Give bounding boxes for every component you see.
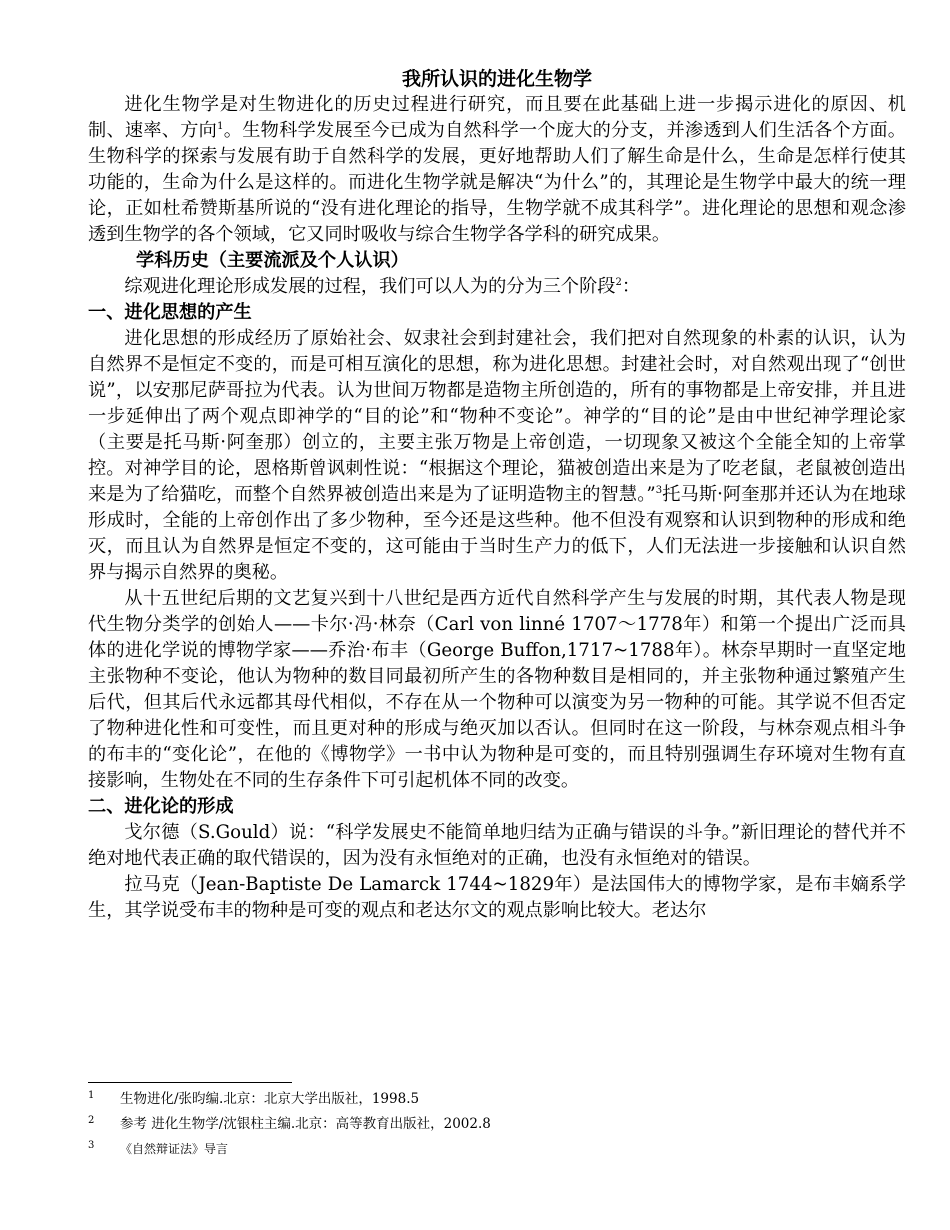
footnote-ref-3[interactable]: 3 (655, 484, 663, 496)
section2-paragraph-1: 戈尔德（S.Gould）说：“科学发展史不能简单地归结为正确与错误的斗争。”新旧理论的替代并不绝对地代表正确的取代错误的，因为没有永恒绝对的正确，也没有永恒绝对的错误。 (88, 822, 906, 869)
section1-p1-text-b: 托马斯·阿奎那并还认为在地球形成时，全能的上帝创作出了多少物种，至今还是这些种。他不但没有观察和认识到物种的形成和绝灭，而且认为自然界是恒定不变的，这可能由于当时生产力的低下，人们无法进一步接触和认识自然界与揭示自然界的奥秘。 (88, 484, 906, 583)
footnote-ref-2[interactable]: 2 (615, 276, 622, 288)
section2-heading: 二、进化论的形成 (88, 796, 234, 817)
history-intro-paragraph (88, 274, 906, 300)
section2-paragraph-2: 拉马克（Jean-Baptiste De Lamarck 1744~1829年）是法国伟大的博物学家，是布丰嫡系学生，其学说受布丰的物种是可变的观点和老达尔文的观点影响比较大。老达尔 (88, 874, 906, 921)
footnote-text: 《自然辩证法》导言 (120, 1142, 229, 1156)
history-heading: 学科历史（主要流派及个人认识） (136, 250, 409, 271)
footnote-ref-1[interactable]: 1 (217, 120, 224, 132)
section1-p1-text-a: 进化思想的形成经历了原始社会、奴隶社会到封建社会，我们把对自然现象的朴素的认识，认为自然界不是恒定不变的，而是可相互演化的思想，称为进化思想。封建社会时，对自然观出现了“创世说”，以安那尼萨哥拉为代表。认为世间万物都是造物主所创造的，所有的事物都是上帝安排，并且进一步延伸出了两个观点即神学的“目的论”和“物种不变论”。神学的“目的论”是由中世纪神学理论家（主要是托马斯·阿奎那）创立的，主要主张万物是上帝创造，一切现象又被这个全能全知的上帝掌控。对神学目的论，恩格斯曾讽刺性说：“根据这个理论，猫被创造出来是为了吃老鼠，老鼠被创造出来是为了给猫吃，而整个自然界被创造出来是为了证明造物主的智慧。” (88, 328, 906, 505)
history-intro-text: 综观进化理论形成发展的过程，我们可以人为的分为三个阶段 (124, 276, 616, 297)
section1-heading: 一、进化思想的产生 (88, 302, 252, 323)
footnote-text: 生物进化/张昀编.北京：北京大学出版社，1998.5 (120, 1091, 420, 1107)
document-title: 我所认识的进化生物学 (401, 68, 592, 90)
history-intro-tail: ： (621, 276, 641, 297)
intro-text-a: 进化生物学是对生物进化的历史过程进行研究，而且要在此基础上进一步揭示进化的原因、机制、速率、方向 (88, 94, 906, 141)
footnote-number: 3 (88, 1140, 95, 1151)
intro-paragraph (88, 92, 906, 248)
footnotes (88, 1082, 906, 1164)
footnote-number: 1 (88, 1090, 95, 1101)
footnote-2 (88, 1114, 906, 1134)
footnote-1 (88, 1089, 906, 1109)
footnote-separator (88, 1082, 292, 1083)
footnote-3 (88, 1139, 906, 1159)
section1-paragraph-1 (88, 326, 906, 586)
section1-paragraph-2: 从十五世纪后期的文艺复兴到十八世纪是西方近代自然科学产生与发展的时期，其代表人物是现代生物分类学的创始人——卡尔·冯·林奈（Carl von linné 1707～1778年）和第一个提出广泛而具体的进化学说的博物学家——乔治·布丰（George Buffon,1717~1788年）。林奈早期时一直坚定地主张物种不变论，他认为物种的数目同最初所产生的各物种数目是相同的，并主张物种通过繁殖产生后代，但其后代永远都其母代相似，不存在从一个物种可以演变为另一物种的可能。其学说不但否定了物种进化性和可变性，而且更对种的形成与绝灭加以否认。但同时在这一阶段，与林奈观点相斗争的布丰的“变化论”，在他的《博物学》一书中认为物种是可变的，而且特别强调生存环境对生物有直接影响，生物处在不同的生存条件下可引起机体不同的改变。 (88, 588, 906, 791)
document-page (88, 66, 906, 924)
footnote-text: 参考 进化生物学/沈银柱主编.北京：高等教育出版社，2002.8 (120, 1116, 491, 1132)
intro-text-b: 。生物科学发展至今已成为自然科学一个庞大的分支，并渗透到人们生活各个方面。生物科学的探索与发展有助于自然科学的发展，更好地帮助人们了解生命是什么，生命是怎样行使其功能的，生命为什么是这样的。而进化生物学就是解决“为什么”的，其理论是生物学中最大的统一理论，正如杜希赞斯基所说的“没有进化理论的指导，生物学就不成其科学”。进化理论的思想和观念渗透到生物学的各个领域，它又同时吸收与综合生物学各学科的研究成果。 (88, 120, 906, 245)
footnote-number: 2 (88, 1115, 95, 1126)
